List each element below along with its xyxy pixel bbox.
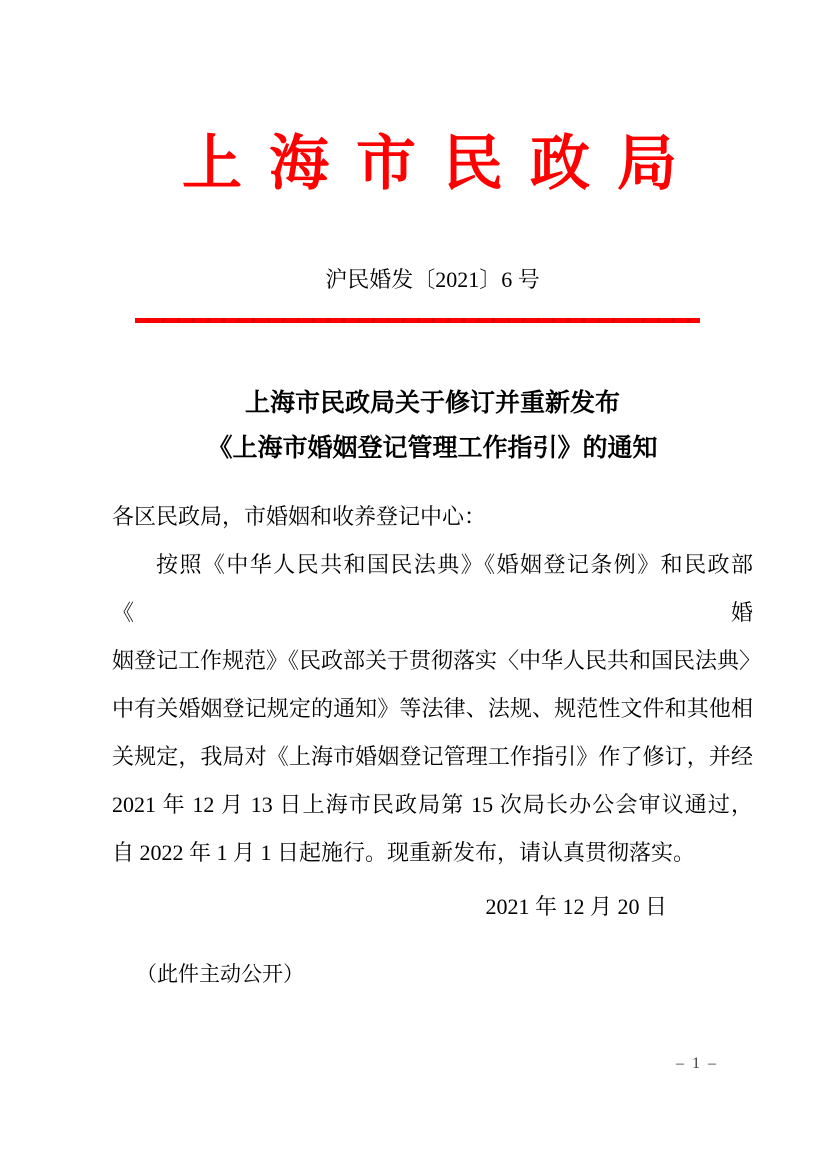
issue-date: 2021 年 12 月 20 日 [485, 894, 667, 919]
paragraph-line: 2021 年 12 月 13 日上海市民政局第 15 次局长办公会审议通过， [112, 792, 753, 817]
document-reference-number: 沪民婚发〔2021〕6 号 [325, 267, 540, 292]
agency-name-header: 上 海 市 民 政 局 [182, 131, 683, 197]
page-number: – 1 – [676, 1055, 718, 1072]
paragraph-line: 姻登记工作规范》《民政部关于贯彻落实〈中华人民共和国民法典〉 [112, 648, 762, 673]
notice-title-line2: 《上海市婚姻登记管理工作指引》的通知 [207, 435, 658, 462]
notice-title [112, 381, 753, 471]
disclosure-note: （此件主动公开） [136, 962, 304, 986]
paragraph-line: 按照《中华人民共和国民法典》《婚姻登记条例》和民政部《婚 [112, 552, 753, 625]
notice-body [112, 493, 762, 877]
paragraph-line: 中有关婚姻登记规定的通知》等法律、法规、规范性文件和其他相 [112, 696, 753, 721]
salutation-line: 各区民政局，市婚姻和收养登记中心： [112, 504, 487, 529]
paragraph-line: 自 2022 年 1 月 1 日起施行。现重新发布，请认真贯彻落实。 [112, 840, 696, 865]
red-separator-rule [135, 318, 700, 323]
body-paragraph [112, 541, 762, 877]
paragraph-line: 关规定，我局对《上海市婚姻登记管理工作指引》作了修订，并经 [112, 744, 753, 769]
document-content [112, 0, 762, 1169]
notice-title-line1: 上海市民政局关于修订并重新发布 [244, 390, 620, 417]
